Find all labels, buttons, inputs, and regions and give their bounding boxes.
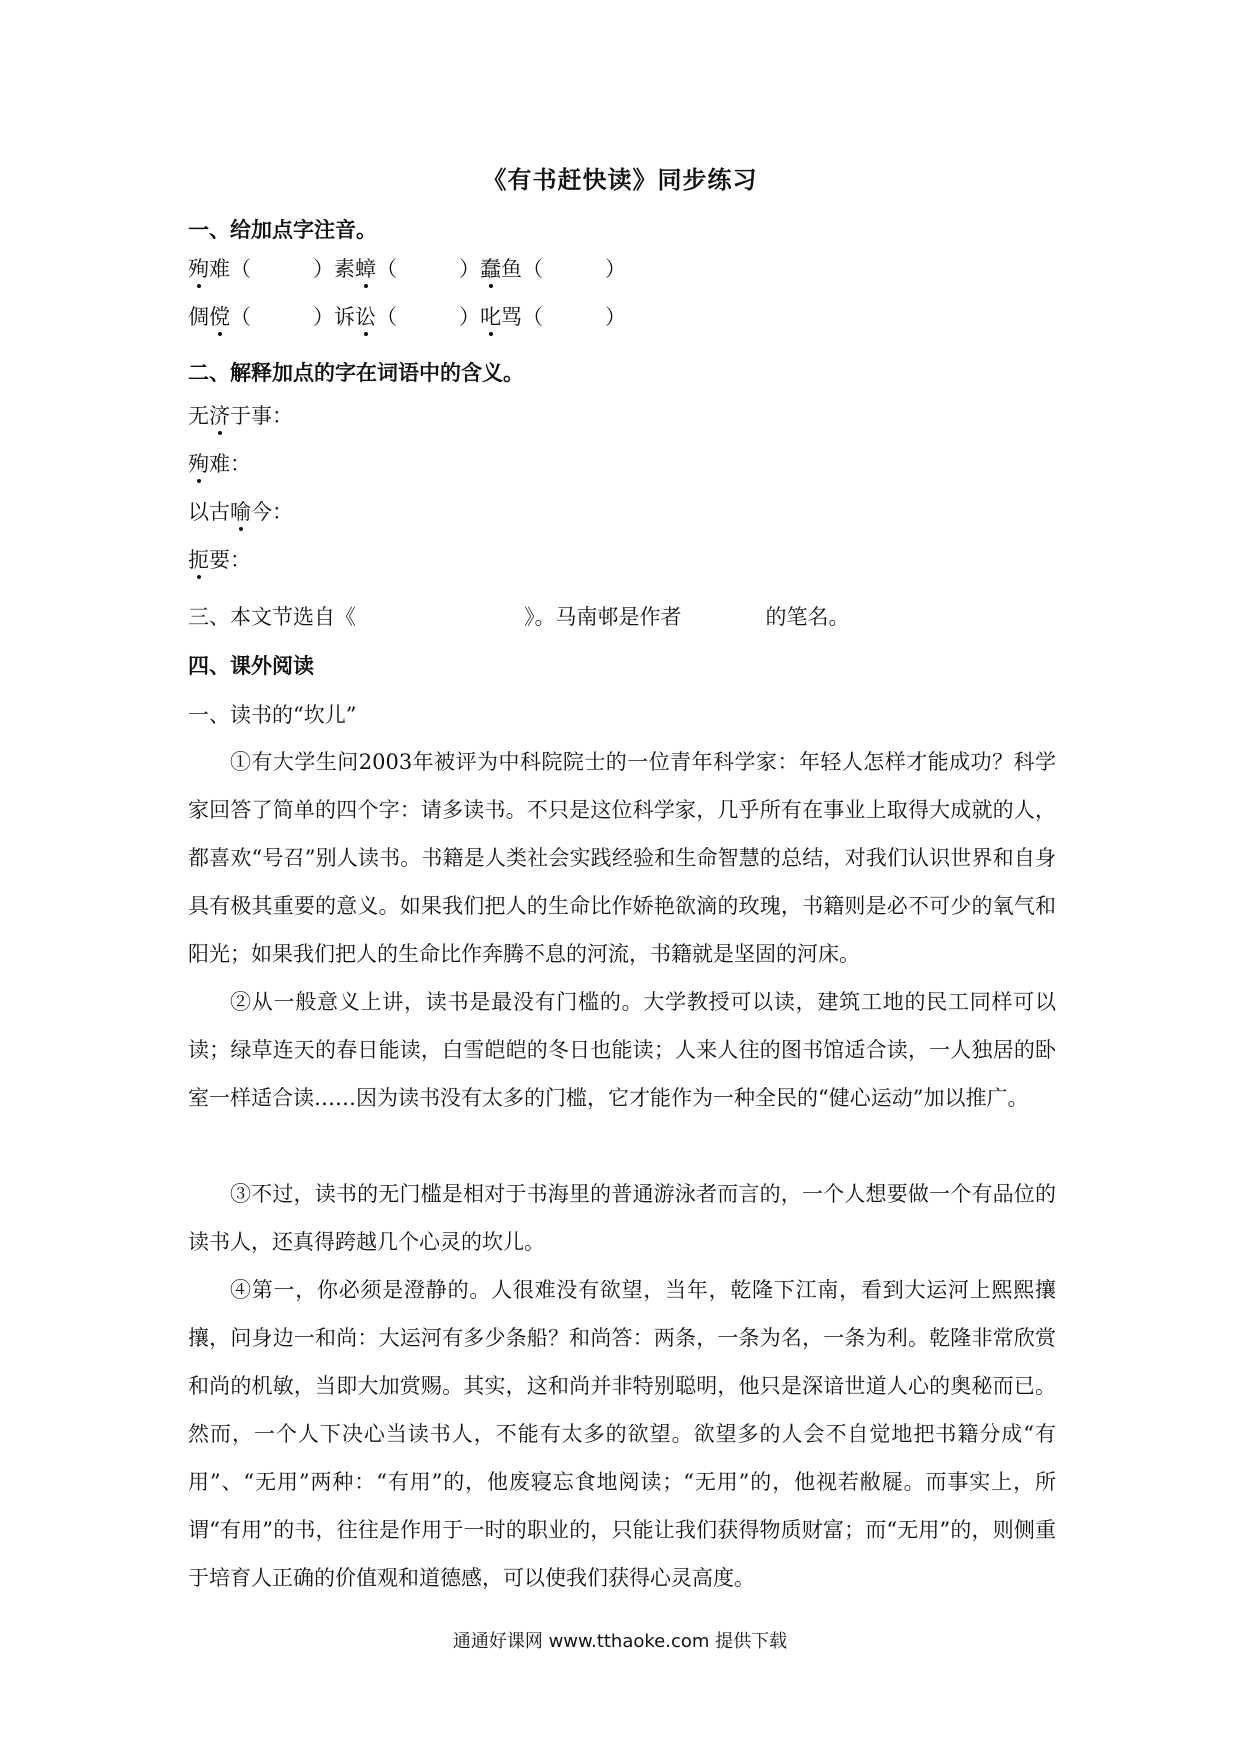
- word-item: 叱骂: [480, 305, 522, 329]
- page-title: 《有书赶快读》同步练习: [482, 166, 758, 194]
- reading-paragraph-2: ②从一般意义上讲，读书是最没有门槛的。大学教授可以读，建筑工地的民工同样可以读；绿草连天的春日能读，白雪皑皑的冬日也能读；人来人往的图书馆适合读，一人独居的卧室一样适合读……因为读书没有太多的门槛，它才能作为一种全民的“健心运动”加以推广。: [188, 990, 1056, 1110]
- section2-heading: 二、解释加点的字在词语中的含义。: [188, 361, 524, 385]
- section1-heading: 一、给加点字注音。: [188, 218, 377, 242]
- section4-heading: 四、课外阅读: [188, 654, 314, 678]
- word-item: 诉讼: [334, 305, 376, 329]
- pinyin-row-1: 殉难（ ）素蟑（ ）蠢鱼（ ）: [188, 253, 626, 283]
- definition-item: 扼要：: [188, 544, 251, 574]
- reading-paragraph-4: ④第一，你必须是澄静的。人很难没有欲望，当年，乾隆下江南，看到大运河上熙熙攘攘，问身边一和尚：大运河有多少条船？和尚答：两条，一条为名，一条为利。乾隆非常欣赏和尚的机敏，当即大加赏赐。其实，这和尚并非特别聪明，他只是深谙世道人心的奥秘而已。然而，一个人下决心当读书人，不能有太多的欲望。欲望多的人会不自觉地把书籍分成“有用”、“无用”两种：“有用”的，他废寝忘食地阅读；“无用”的，他视若敝屣。而事实上，所谓“有用”的书，往往是作用于一时的职业的，只能让我们获得物质财富；而“无用”的，则侧重于培育人正确的价值观和道德感，可以使我们获得心灵高度。: [188, 1278, 1056, 1590]
- reading-paragraph-1: ①有大学生问2003年被评为中科院院士的一位青年科学家：年轻人怎样才能成功？科学家回答了简单的四个字：请多读书。不只是这位科学家，几乎所有在事业上取得大成就的人，都喜欢“号召”别人读书。书籍是人类社会实践经验和生命智慧的总结，对我们认识世界和自身具有极其重要的意义。如果我们把人的生命比作娇艳欲滴的玫瑰，书籍则是必不可少的氧气和阳光；如果我们把人的生命比作奔腾不息的河流，书籍就是坚固的河床。: [188, 750, 1056, 966]
- definition-item: 无济于事：: [188, 400, 293, 430]
- definition-item: 殉难：: [188, 448, 251, 478]
- definition-item: 以古喻今：: [188, 496, 293, 526]
- pinyin-row-2: 倜傥（ ）诉讼（ ）叱骂（ ）: [188, 301, 626, 331]
- reading-subtitle: 一、读书的“坎儿”: [188, 703, 357, 727]
- section3-line: 三、本文节选自《 》。马南邨是作者 的笔名。: [188, 605, 850, 629]
- word-item: 蠢鱼: [480, 257, 522, 281]
- reading-paragraph-3: ③不过，读书的无门槛是相对于书海里的普通游泳者而言的，一个人想要做一个有品位的读书人，还真得跨越几个心灵的坎儿。: [188, 1182, 1056, 1254]
- word-item: 素蟑: [334, 257, 376, 281]
- word-item: 倜傥: [188, 305, 230, 329]
- word-item: 殉难: [188, 257, 230, 281]
- page-footer: 通通好课网 www.tthaoke.com 提供下载: [452, 1631, 788, 1652]
